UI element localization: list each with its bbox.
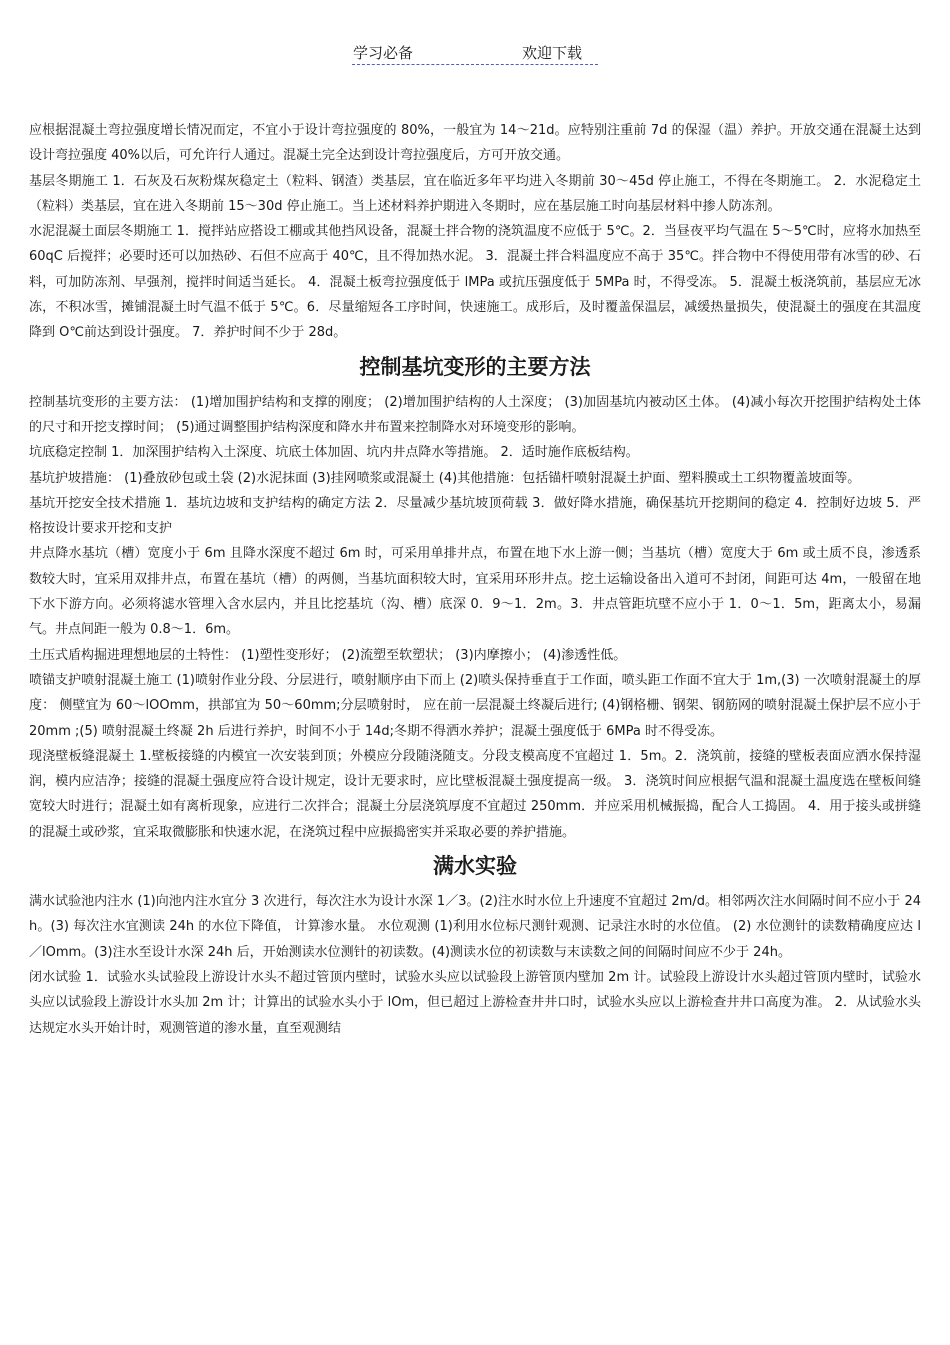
paragraph-slope-protection: 基坑护坡措施： (1)叠放砂包或土袋 (2)水泥抹面 (3)挂网喷浆或混凝土 (4)其他措施：包括锚杆喷射混凝土护面、塑料膜或土工织物覆盖坡面等。 bbox=[29, 470, 861, 486]
section-title-pit-deformation: 控制基坑变形的主要方法 bbox=[359, 353, 591, 379]
paragraph-water-fill: 满水试验池内注水 (1)向池内注水宜分 3 次进行，每次注水为设计水深 1／3。(2)注水时水位上升速度不宜超过 2m/d。相邻两次注水间隔时间不应小于 24h。(3) 每次注水宜测读 24h 的水位下降值， 计算渗水量。 水位观测 (1)利用水位标尺测针观测、记录注水时的水位值。 (2) 水位测针的读数精确度应达 l／lOmm。(3)注水至设计水深 24h 后，开始测读水位测针的初读数。(4)测读水位的初读数与末读数之间的间隔时间应不少于 24h。 bbox=[29, 894, 921, 960]
header-divider bbox=[352, 64, 598, 65]
section-title-water-test: 满水实验 bbox=[433, 853, 517, 879]
paragraph-wall-joint: 现浇壁板缝混凝土 1.壁板接缝的内模宜一次安装到顶；外模应分段随浇随支。分段支模高度不宜超过 1．5m。2．浇筑前，接缝的壁板表面应洒水保持湿润，模内应洁净；接缝的混凝土强度应符合设计规定，设计无要求时，应比壁板混凝土强度提高一级。 3．浇筑时间应根据气温和混凝土温度选在壁板间缝宽较大时进行；混凝土如有离析现象，应进行二次拌合；混凝土分层浇筑厚度不宜超过 250mm．并应采用机械振捣，配合人工捣固。 4．用于接头或拼缝的混凝土或砂浆，宜采取微膨胀和快速水泥，在浇筑过程中应振捣密实并采取必要的养护措施。 bbox=[29, 748, 921, 840]
header-left-text: 学习必备 bbox=[353, 44, 414, 62]
paragraph-well-point: 井点降水基坑（槽）宽度小于 6m 且降水深度不超过 6m 时，可采用单排井点，布置在地下水上游一侧；当基坑（槽）宽度大于 6m 或土质不良，渗透系数较大时，宜采用双排井点，布置在基坑（槽）的两侧，当基坑面积较大时，宜采用环形井点。挖土运输设备出入道可不封闭，间距可达 4m，一般留在地下水下游方向。必须将滤水管埋入含水层内，并且比挖基坑（沟、槽）底深 0．9～1．2m。3．井点管距坑壁不应小于 1．0～1．5m，距离太小，易漏气。井点间距一般为 0.8～1．6m。 bbox=[29, 546, 921, 638]
document-body bbox=[29, 118, 921, 1041]
page-header bbox=[0, 40, 950, 70]
paragraph-shield: 土压式盾构掘进理想地层的土特性： (1)塑性变形好； (2)流塑至软塑状； (3)内摩擦小； (4)渗透性低。 bbox=[29, 647, 627, 663]
paragraph-pit-bottom: 坑底稳定控制 1．加深围护结构入土深度、坑底土体加固、坑内井点降水等措施。 2．适时施作底板结构。 bbox=[29, 445, 639, 461]
paragraph-pit-methods: 控制基坑变形的主要方法： (1)增加围护结构和支撑的刚度； (2)增加围护结构的人土深度； (3)加固基坑内被动区土体。 (4)减小每次开挖围护结构处土体的尺寸和开挖支撑时间； (5)通过调整围护结构深度和降水井布置来控制降水对环境变形的影响。 bbox=[29, 394, 921, 435]
paragraph-shotcrete: 喷锚支护喷射混凝土施工 (1)喷射作业分段、分层进行，喷射顺序由下而上 (2)喷头保持垂直于工作面，喷头距工作面不宜大于 1m,(3) 一次喷射混凝土的厚度： 侧壁宜为 60～lOOmm，拱部宜为 50～60mm;分层喷射时， 应在前一层混凝土终凝后进行; (4)钢格栅、钢架、钢筋网的喷射混凝土保护层不应小于 20mm ;(5) 喷射混凝土终凝 2h 后进行养护，时间不小于 14d;冬期不得洒水养护；混凝土强度低于 6MPa 时不得受冻。 bbox=[29, 672, 921, 739]
paragraph-curing: 应根据混凝土弯拉强度增长情况而定，不宜小于设计弯拉强度的 80%，一般宜为 14～21d。应特别注重前 7d 的保湿（温）养护。开放交通在混凝土达到设计弯拉强度 40%以后，可允许行人通过。混凝土完全达到设计弯拉强度后，方可开放交通。 bbox=[29, 123, 921, 164]
header-right-text: 欢迎下载 bbox=[522, 44, 583, 62]
paragraph-closed-water: 闭水试验 1．试验水头试验段上游设计水头不超过管顶内壁时，试验水头应以试验段上游管顶内壁加 2m 计。试验段上游设计水头超过管顶内壁时，试验水头应以试验段上游设计水头加 2m 计；计算出的试验水头小于 lOm，但已超过上游检查井井口时，试验水头应以上游检查井井口高度为准。 2．从试验水头达规定水头开始计时，观测管道的渗水量，直至观测结 bbox=[29, 969, 921, 1036]
paragraph-excavation-safety: 基坑开挖安全技术措施 1．基坑边坡和支护结构的确定方法 2．尽量减少基坑坡顶荷载 3．做好降水措施，确保基坑开挖期间的稳定 4．控制好边坡 5．严格按设计要求开挖和支护 bbox=[29, 495, 921, 537]
paragraph-concrete-winter: 水泥混凝土面层冬期施工 1．搅拌站应搭设工棚或其他挡风设备，混凝土拌合物的浇筑温度不应低于 5℃。2．当昼夜平均气温在 5～5℃时，应将水加热至 60qC 后搅拌；必要时还可以加热砂、石但不应高于 40℃，且不得加热水泥。 3．混凝土拌合料温度应不高于 35℃。拌合物中不得使用带有冰雪的砂、石料，可加防冻剂、早强剂，搅拌时间适当延长。 4．混凝土板弯拉强度低于 lMPa 或抗压强度低于 5MPa 时，不得受冻。 5．混凝土板浇筑前，基层应无冰冻，不积冰雪，摊铺混凝土时气温不低于 5℃。6．尽量缩短各工序时间，快速施工。成形后，及时覆盖保温层，减缓热量损失，使混凝土的强度在其温度降到 O℃前达到设计强度。 7．养护时间不少于 28d。 bbox=[29, 224, 921, 341]
paragraph-base-winter: 基层冬期施工 1．石灰及石灰粉煤灰稳定土（粒料、钢渣）类基层，宜在临近多年平均进入冬期前 30～45d 停止施工，不得在冬期施工。 2．水泥稳定土（粒料）类基层，宜在进入冬期前 15～30d 停止施工。当上述材料养护期进入冬期时，应在基层施工时向基层材料中掺人防冻剂。 bbox=[29, 173, 921, 214]
